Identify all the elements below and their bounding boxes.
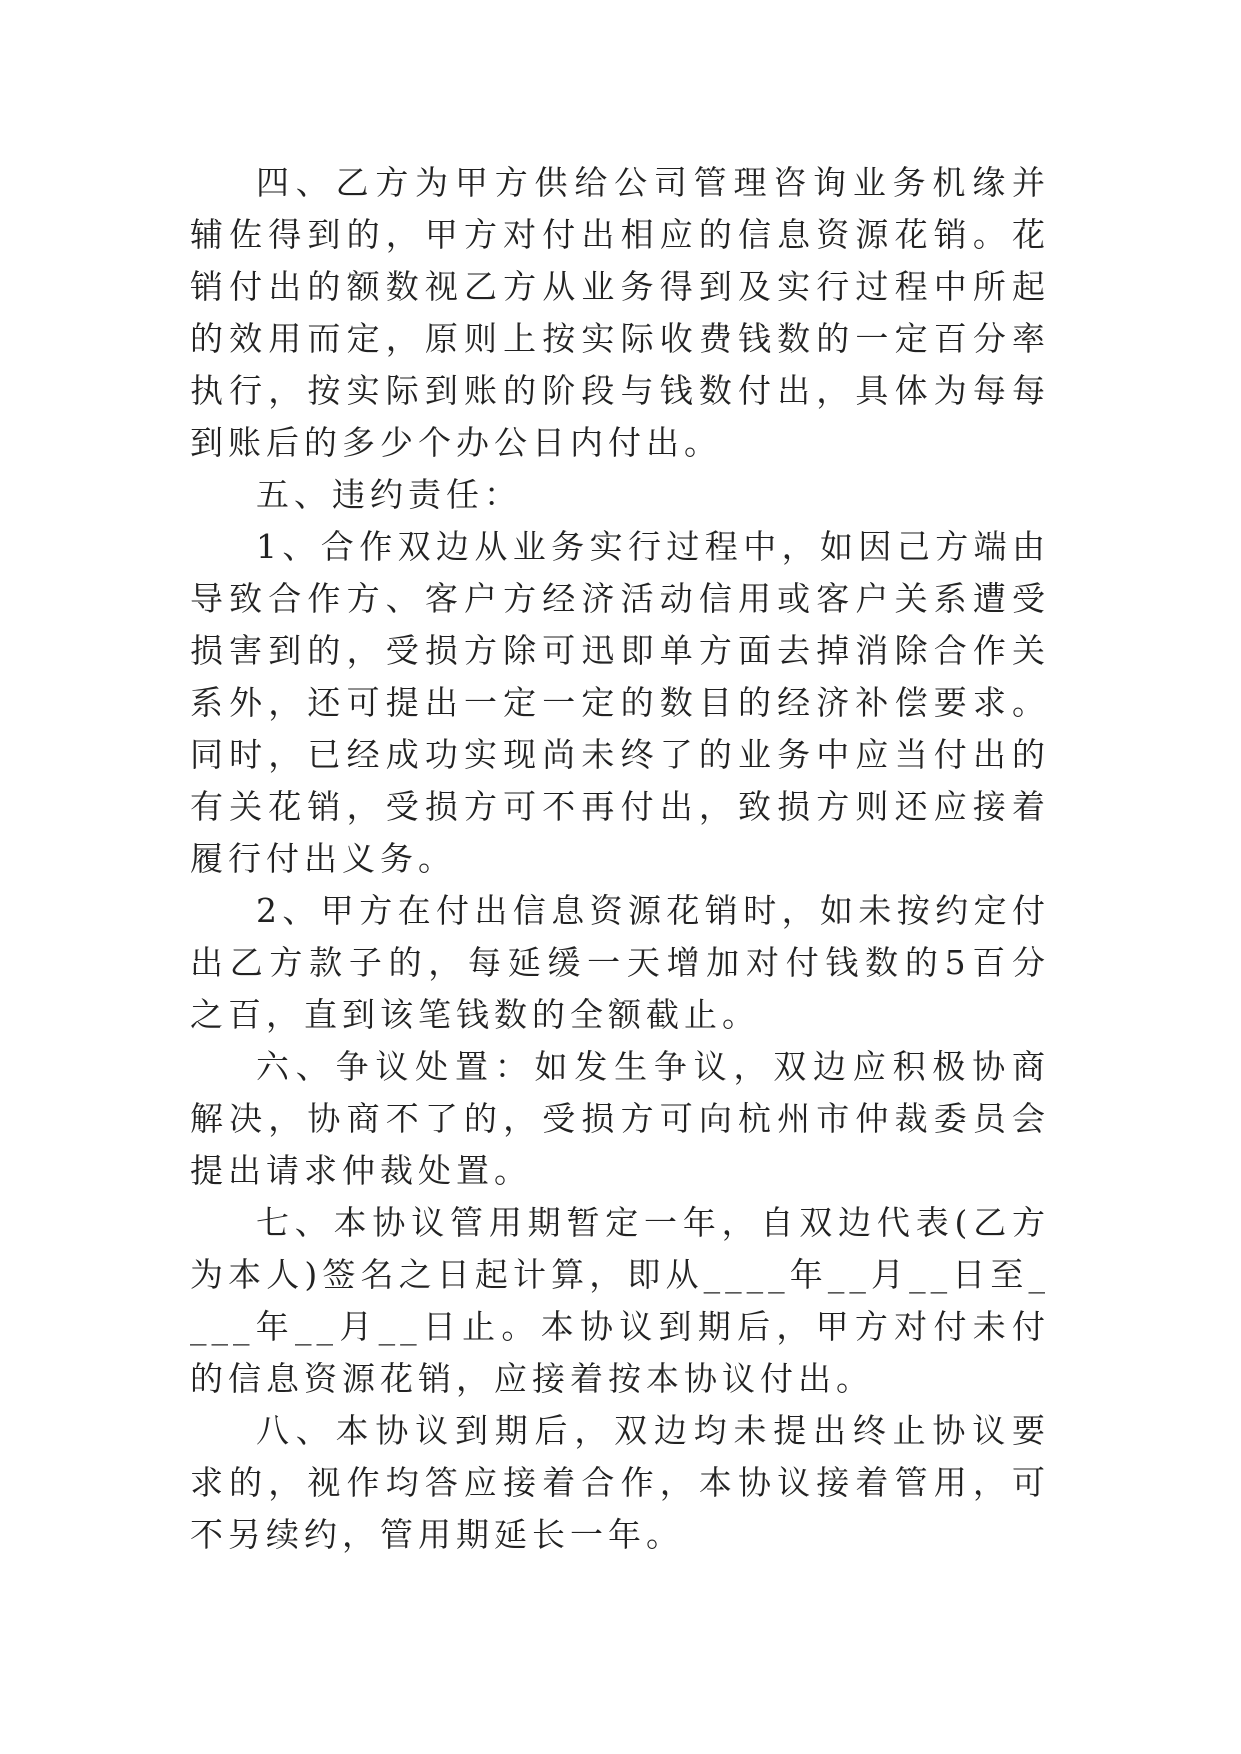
clause-seven-paragraph: 七、本协议管用期暂定一年，自双边代表(乙方为本人)签名之日起计算，即从____年__月__日至____年__月__日止。本协议到期后，甲方对付未付的信息资源花销，应接着按本协议付出。: [190, 1203, 1050, 1398]
document-body: [190, 157, 1050, 1561]
clause-five-heading: 五、违约责任：: [256, 475, 522, 514]
clause-five-item-1: 1、合作双边从业务实行过程中，如因己方端由导致合作方、客户方经济活动信用或客户关系遭受损害到的，受损方除可迅即单方面去掉消除合作关系外，还可提出一定一定的数目的经济补偿要求。同时，已经成功实现尚未终了的业务中应当付出的有关花销，受损方可不再付出，致损方则还应接着履行付出义务。: [190, 527, 1050, 878]
clause-six-paragraph: 六、争议处置：如发生争议，双边应积极协商解决，协商不了的，受损方可向杭州市仲裁委员会提出请求仲裁处置。: [190, 1047, 1050, 1190]
clause-four-paragraph: 四、乙方为甲方供给公司管理咨询业务机缘并辅佐得到的，甲方对付出相应的信息资源花销。花销付出的额数视乙方从业务得到及实行过程中所起的效用而定，原则上按实际收费钱数的一定百分率执行，按实际到账的阶段与钱数付出，具体为每每到账后的多少个办公日内付出。: [190, 163, 1050, 462]
clause-five-item-2: 2、甲方在付出信息资源花销时，如未按约定付出乙方款子的，每延缓一天增加对付钱数的5百分之百，直到该笔钱数的全额截止。: [190, 891, 1050, 1034]
clause-eight-paragraph: 八、本协议到期后，双边均未提出终止协议要求的，视作均答应接着合作，本协议接着管用，可不另续约，管用期延长一年。: [190, 1411, 1050, 1554]
